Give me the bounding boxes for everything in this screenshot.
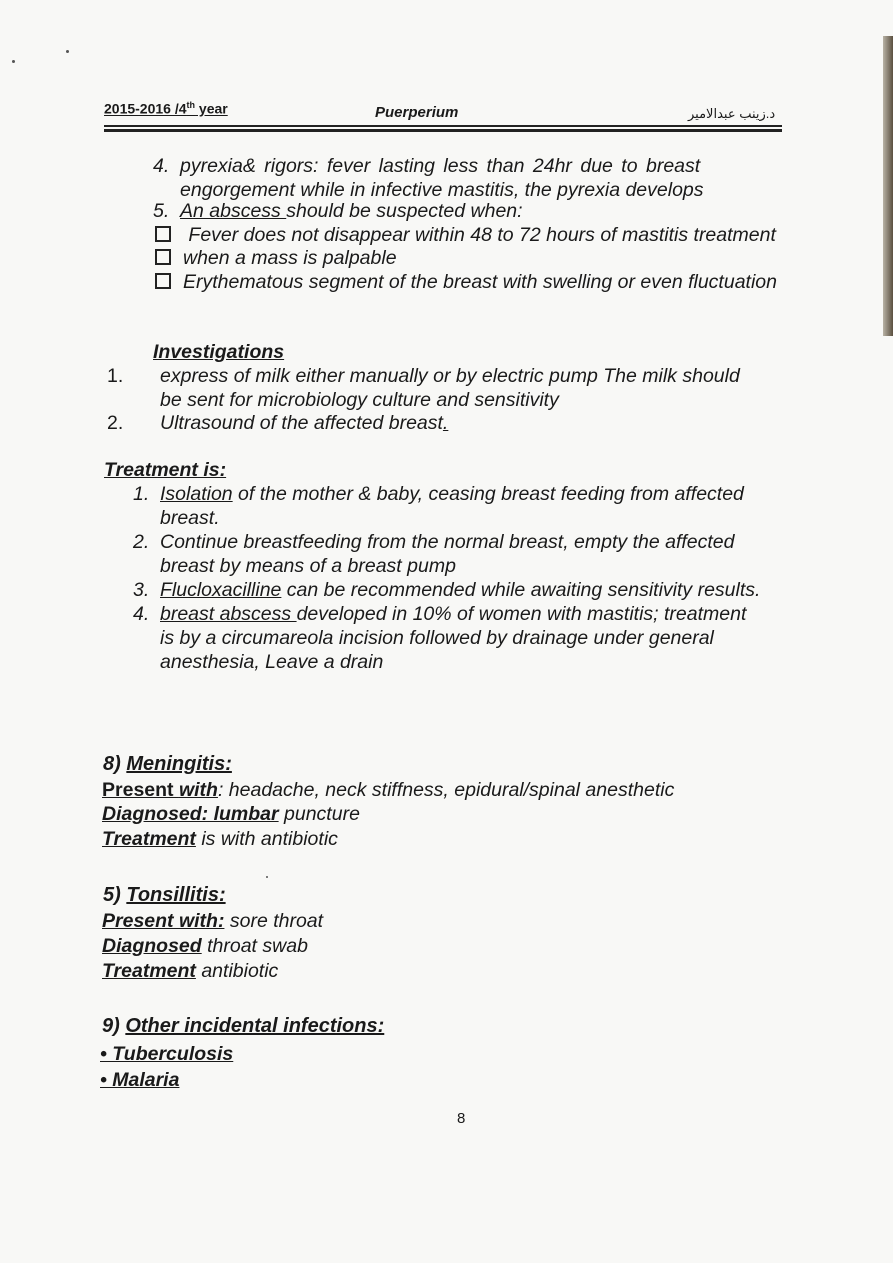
header-year: 2015-2016 /4th year (104, 100, 228, 117)
page-number: 8 (457, 1110, 466, 1127)
section-heading-treatment: Treatment is: (104, 459, 227, 481)
tonsillitis-diagnosed: Diagnosed throat swab (102, 935, 308, 957)
speck (66, 50, 69, 53)
section-heading-other-infections: 9) Other incidental infections: (102, 1015, 385, 1037)
list-item-number: 5. (153, 200, 170, 222)
list-item-text: Ultrasound of the affected breast. (160, 412, 449, 434)
list-item-text: pyrexia& rigors: fever lasting less than 24hr due to breast (180, 155, 701, 177)
list-item-text: Isolation of the mother & baby, ceasing breast feeding from affected (160, 483, 744, 505)
list-item-text: engorgement while in infective mastitis, the pyrexia develops (180, 179, 704, 201)
meningitis-treatment: Treatment is with antibiotic (102, 828, 338, 850)
list-item-number: 4. (133, 603, 150, 625)
list-item-number: 4. (153, 155, 170, 177)
list-item-number: 1. (107, 365, 124, 387)
criteria-item: Fever does not disappear within 48 to 72 hours of mastitis treatment (155, 224, 776, 247)
list-item-text: breast. (160, 507, 220, 529)
meningitis-diagnosed: Diagnosed: lumbar puncture (102, 803, 360, 825)
section-heading-investigations: Investigations (153, 341, 285, 363)
checkbox-icon (155, 249, 171, 265)
criteria-item: Erythematous segment of the breast with swelling or even fluctuation (155, 271, 777, 294)
checkbox-icon (155, 226, 171, 242)
list-item-text: breast abscess developed in 10% of women with mastitis; treatment (160, 603, 747, 625)
checkbox-icon (155, 273, 171, 289)
list-item-number: 3. (133, 579, 150, 601)
list-item: • Malaria (100, 1069, 180, 1091)
header-rule-thick (104, 129, 782, 132)
list-item-text: Continue breastfeeding from the normal breast, empty the affected (160, 531, 735, 553)
speck (12, 60, 15, 63)
list-item-text: Flucloxacilline can be recommended while awaiting sensitivity results. (160, 579, 761, 601)
list-item-number: 1. (133, 483, 150, 505)
tonsillitis-present: Present with: sore throat (102, 910, 324, 932)
header-title: Puerperium (375, 104, 459, 121)
header-rule (104, 125, 782, 127)
meningitis-present: Present with: headache, neck stiffness, epidural/spinal anesthetic (102, 779, 675, 801)
list-item-text: breast by means of a breast pump (160, 555, 456, 577)
criteria-item: when a mass is palpable (155, 247, 397, 270)
list-item-text: anesthesia, Leave a drain (160, 651, 384, 673)
speck (266, 876, 268, 878)
list-item: • Tuberculosis (100, 1043, 234, 1065)
list-item-text: be sent for microbiology culture and sensitivity (160, 389, 559, 411)
list-item-text: is by a circumareola incision followed by drainage under general (160, 627, 714, 649)
section-heading-meningitis: 8) Meningitis: (103, 753, 232, 775)
page-edge-shadow (883, 36, 893, 336)
list-item-number: 2. (107, 412, 124, 434)
list-item-text: An abscess should be suspected when: (180, 200, 523, 222)
section-heading-tonsillitis: 5) Tonsillitis: (103, 884, 226, 906)
list-item-number: 2. (133, 531, 150, 553)
header-author: د.زينب عبدالامير (688, 106, 776, 121)
list-item-text: express of milk either manually or by electric pump The milk should (160, 365, 740, 387)
tonsillitis-treatment: Treatment antibiotic (102, 960, 279, 982)
